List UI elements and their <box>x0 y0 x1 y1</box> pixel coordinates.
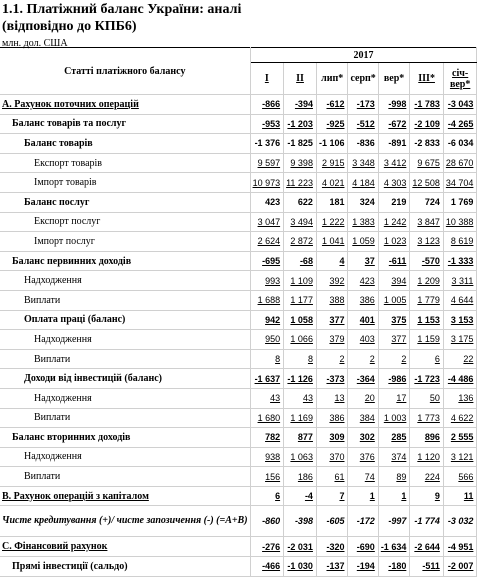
cell-value: 877 <box>284 428 317 448</box>
cell-value: 37 <box>348 251 378 271</box>
cell-value: -4 <box>284 486 317 506</box>
cell-value: 9 675 <box>410 153 444 173</box>
cell-value: 2 872 <box>284 232 317 252</box>
cell-value: 1 779 <box>410 290 444 310</box>
cell-value: -3 032 <box>443 506 477 537</box>
cell-value: 1 159 <box>410 330 444 350</box>
cell-value: 896 <box>410 428 444 448</box>
cell-value: 1 769 <box>443 192 477 212</box>
cell-value: 1 059 <box>348 232 378 252</box>
cell-value: -4 265 <box>443 114 477 134</box>
cell-value: 379 <box>316 330 348 350</box>
table-row <box>0 192 477 212</box>
column-header-q1: І <box>250 63 284 95</box>
cell-value: 724 <box>410 192 444 212</box>
row-label: Баланс первинних доходів <box>0 251 250 271</box>
cell-value: 1 066 <box>284 330 317 350</box>
cell-value: 386 <box>348 290 378 310</box>
cell-value: -2 644 <box>410 537 444 557</box>
cell-value: 8 619 <box>443 232 477 252</box>
cell-value: -1 333 <box>443 251 477 271</box>
cell-value: 2 <box>348 349 378 369</box>
table-row <box>0 557 477 577</box>
cell-value: -925 <box>316 114 348 134</box>
cell-value: -690 <box>348 537 378 557</box>
cell-value: -364 <box>348 369 378 389</box>
cell-value: -512 <box>348 114 378 134</box>
cell-value: -180 <box>378 557 410 577</box>
cell-value: -394 <box>284 95 317 115</box>
cell-value: 377 <box>316 310 348 330</box>
table-row <box>0 271 477 291</box>
cell-value: -953 <box>250 114 284 134</box>
cell-value: 1 063 <box>284 447 317 467</box>
row-label: Виплати <box>0 467 250 487</box>
cell-value: 6 <box>410 349 444 369</box>
cell-value: 1 120 <box>410 447 444 467</box>
cell-value: 1 383 <box>348 212 378 232</box>
cell-value: 388 <box>316 290 348 310</box>
cell-value: -398 <box>284 506 317 537</box>
table-row <box>0 134 477 154</box>
cell-value: 50 <box>410 388 444 408</box>
cell-value: 2 915 <box>316 153 348 173</box>
cell-value: 89 <box>378 467 410 487</box>
cell-value: -570 <box>410 251 444 271</box>
cell-value: 3 123 <box>410 232 444 252</box>
cell-value: 1 169 <box>284 408 317 428</box>
cell-value: 4 021 <box>316 173 348 193</box>
cell-value: 566 <box>443 467 477 487</box>
cell-value: 376 <box>348 447 378 467</box>
row-label: Надходження <box>0 330 250 350</box>
cell-value: 12 508 <box>410 173 444 193</box>
cell-value: -986 <box>378 369 410 389</box>
cell-value: 782 <box>250 428 284 448</box>
cell-value: 22 <box>443 349 477 369</box>
cell-value: 1 222 <box>316 212 348 232</box>
cell-value: 2 <box>316 349 348 369</box>
column-header-jul: лип* <box>316 63 348 95</box>
row-label: Виплати <box>0 408 250 428</box>
row-label: А. Рахунок поточних операцій <box>0 95 250 115</box>
cell-value: 324 <box>348 192 378 212</box>
table-row <box>0 369 477 389</box>
cell-value: 219 <box>378 192 410 212</box>
column-header-q3: ІІІ* <box>410 63 444 95</box>
cell-value: -998 <box>378 95 410 115</box>
column-header-jan-sep: січ-вер* <box>443 63 477 95</box>
cell-value: 74 <box>348 467 378 487</box>
cell-value: -2 109 <box>410 114 444 134</box>
row-label: С. Фінансовий рахунок <box>0 537 250 557</box>
cell-value: -68 <box>284 251 317 271</box>
cell-value: 401 <box>348 310 378 330</box>
table-row <box>0 251 477 271</box>
row-label: Прямі інвестиції (сальдо) <box>0 557 250 577</box>
cell-value: 386 <box>316 408 348 428</box>
cell-value: 13 <box>316 388 348 408</box>
cell-value: 9 <box>410 486 444 506</box>
cell-value: 224 <box>410 467 444 487</box>
row-label: Експорт товарів <box>0 153 250 173</box>
cell-value: -173 <box>348 95 378 115</box>
cell-value: -611 <box>378 251 410 271</box>
cell-value: 950 <box>250 330 284 350</box>
cell-value: 423 <box>348 271 378 291</box>
cell-value: 181 <box>316 192 348 212</box>
cell-value: 370 <box>316 447 348 467</box>
cell-value: 4 303 <box>378 173 410 193</box>
cell-value: -6 034 <box>443 134 477 154</box>
column-header-q2: ІІ <box>284 63 317 95</box>
cell-value: 1 153 <box>410 310 444 330</box>
cell-value: 43 <box>250 388 284 408</box>
cell-value: 11 <box>443 486 477 506</box>
row-label: Надходження <box>0 271 250 291</box>
row-label: Оплата праці (баланс) <box>0 310 250 330</box>
cell-value: 1 773 <box>410 408 444 428</box>
cell-value: 3 175 <box>443 330 477 350</box>
cell-value: -172 <box>348 506 378 537</box>
row-label: Імпорт послуг <box>0 232 250 252</box>
cell-value: 20 <box>348 388 378 408</box>
cell-value: -695 <box>250 251 284 271</box>
cell-value: -1 203 <box>284 114 317 134</box>
cell-value: -373 <box>316 369 348 389</box>
cell-value: -997 <box>378 506 410 537</box>
cell-value: 1 003 <box>378 408 410 428</box>
row-label: Імпорт товарів <box>0 173 250 193</box>
cell-value: -1 030 <box>284 557 317 577</box>
column-header-sep: вер* <box>378 63 410 95</box>
cell-value: 285 <box>378 428 410 448</box>
cell-value: -2 833 <box>410 134 444 154</box>
table-row <box>0 95 477 115</box>
cell-value: 938 <box>250 447 284 467</box>
table-row <box>0 114 477 134</box>
cell-value: 2 555 <box>443 428 477 448</box>
table-row <box>0 428 477 448</box>
cell-value: -320 <box>316 537 348 557</box>
cell-value: 1 005 <box>378 290 410 310</box>
row-label: Баланс товарів та послуг <box>0 114 250 134</box>
cell-value: -1 825 <box>284 134 317 154</box>
table-row <box>0 467 477 487</box>
report-title: 1.1. Платіжний баланс України: аналі <box>2 2 242 17</box>
row-label: В. Рахунок операцій з капіталом <box>0 486 250 506</box>
cell-value: 1 109 <box>284 271 317 291</box>
cell-value: -836 <box>348 134 378 154</box>
table-row <box>0 212 477 232</box>
table-row <box>0 290 477 310</box>
cell-value: -2 031 <box>284 537 317 557</box>
table-row <box>0 349 477 369</box>
table-row <box>0 408 477 428</box>
row-label: Виплати <box>0 349 250 369</box>
cell-value: 1 041 <box>316 232 348 252</box>
cell-value: -1 637 <box>250 369 284 389</box>
cell-value: -891 <box>378 134 410 154</box>
cell-value: 375 <box>378 310 410 330</box>
cell-value: 1 209 <box>410 271 444 291</box>
cell-value: -1 106 <box>316 134 348 154</box>
cell-value: 28 670 <box>443 153 477 173</box>
cell-value: -672 <box>378 114 410 134</box>
cell-value: -1 126 <box>284 369 317 389</box>
cell-value: 423 <box>250 192 284 212</box>
row-label: Баланс вторинних доходів <box>0 428 250 448</box>
row-label: Баланс товарів <box>0 134 250 154</box>
cell-value: -860 <box>250 506 284 537</box>
cell-value: -194 <box>348 557 378 577</box>
cell-value: -511 <box>410 557 444 577</box>
cell-value: 11 223 <box>284 173 317 193</box>
cell-value: 8 <box>250 349 284 369</box>
cell-value: 10 973 <box>250 173 284 193</box>
cell-value: 3 348 <box>348 153 378 173</box>
cell-value: 1 177 <box>284 290 317 310</box>
cell-value: 394 <box>378 271 410 291</box>
cell-value: 1 <box>348 486 378 506</box>
cell-value: 1 023 <box>378 232 410 252</box>
header-year-row <box>0 48 477 63</box>
cell-value: -1 634 <box>378 537 410 557</box>
cell-value: -605 <box>316 506 348 537</box>
cell-value: 374 <box>378 447 410 467</box>
cell-value: -1 723 <box>410 369 444 389</box>
table-row <box>0 537 477 557</box>
items-column-header: Статті платіжного балансу <box>0 48 250 95</box>
cell-value: 34 704 <box>443 173 477 193</box>
cell-value: 3 047 <box>250 212 284 232</box>
cell-value: -3 043 <box>443 95 477 115</box>
table-row <box>0 486 477 506</box>
cell-value: 136 <box>443 388 477 408</box>
row-label: Чисте кредитування (+)/ чисте запозичення (-) (=A+B) <box>0 506 250 537</box>
cell-value: 4 184 <box>348 173 378 193</box>
cell-value: 17 <box>378 388 410 408</box>
row-label: Доходи від інвестицій (баланс) <box>0 369 250 389</box>
table-row <box>0 153 477 173</box>
cell-value: -276 <box>250 537 284 557</box>
cell-value: 43 <box>284 388 317 408</box>
cell-value: 7 <box>316 486 348 506</box>
column-header-aug: серп* <box>348 63 378 95</box>
cell-value: -466 <box>250 557 284 577</box>
cell-value: -1 376 <box>250 134 284 154</box>
cell-value: -1 774 <box>410 506 444 537</box>
cell-value: -1 783 <box>410 95 444 115</box>
cell-value: 403 <box>348 330 378 350</box>
cell-value: 622 <box>284 192 317 212</box>
table-row <box>0 232 477 252</box>
cell-value: 2 <box>378 349 410 369</box>
table-row <box>0 173 477 193</box>
cell-value: 186 <box>284 467 317 487</box>
cell-value: 3 121 <box>443 447 477 467</box>
cell-value: 156 <box>250 467 284 487</box>
cell-value: -137 <box>316 557 348 577</box>
cell-value: 2 624 <box>250 232 284 252</box>
cell-value: 1 058 <box>284 310 317 330</box>
row-label: Надходження <box>0 388 250 408</box>
row-label: Надходження <box>0 447 250 467</box>
cell-value: 8 <box>284 349 317 369</box>
cell-value: -866 <box>250 95 284 115</box>
cell-value: 3 494 <box>284 212 317 232</box>
cell-value: 9 398 <box>284 153 317 173</box>
cell-value: -612 <box>316 95 348 115</box>
table-row <box>0 310 477 330</box>
cell-value: -4 486 <box>443 369 477 389</box>
cell-value: 1 <box>378 486 410 506</box>
cell-value: 4 <box>316 251 348 271</box>
cell-value: -4 951 <box>443 537 477 557</box>
cell-value: -2 007 <box>443 557 477 577</box>
cell-value: 6 <box>250 486 284 506</box>
cell-value: 3 412 <box>378 153 410 173</box>
table-row <box>0 506 477 537</box>
cell-value: 392 <box>316 271 348 291</box>
row-label: Виплати <box>0 290 250 310</box>
cell-value: 10 388 <box>443 212 477 232</box>
cell-value: 384 <box>348 408 378 428</box>
cell-value: 942 <box>250 310 284 330</box>
year-header: 2017 <box>250 48 477 63</box>
table-row <box>0 330 477 350</box>
cell-value: 302 <box>348 428 378 448</box>
table-row <box>0 388 477 408</box>
balance-table <box>0 47 477 577</box>
cell-value: 3 847 <box>410 212 444 232</box>
report-subtitle: (відповідно до КПБ6) <box>2 19 137 34</box>
cell-value: 1 680 <box>250 408 284 428</box>
row-label: Баланс послуг <box>0 192 250 212</box>
cell-value: 1 242 <box>378 212 410 232</box>
cell-value: 993 <box>250 271 284 291</box>
cell-value: 4 644 <box>443 290 477 310</box>
cell-value: 377 <box>378 330 410 350</box>
row-label: Експорт послуг <box>0 212 250 232</box>
cell-value: 4 622 <box>443 408 477 428</box>
cell-value: 1 688 <box>250 290 284 310</box>
unit-label: млн. дол. США <box>2 38 68 49</box>
cell-value: 9 597 <box>250 153 284 173</box>
cell-value: 61 <box>316 467 348 487</box>
table-row <box>0 447 477 467</box>
cell-value: 3 153 <box>443 310 477 330</box>
cell-value: 3 311 <box>443 271 477 291</box>
cell-value: 309 <box>316 428 348 448</box>
